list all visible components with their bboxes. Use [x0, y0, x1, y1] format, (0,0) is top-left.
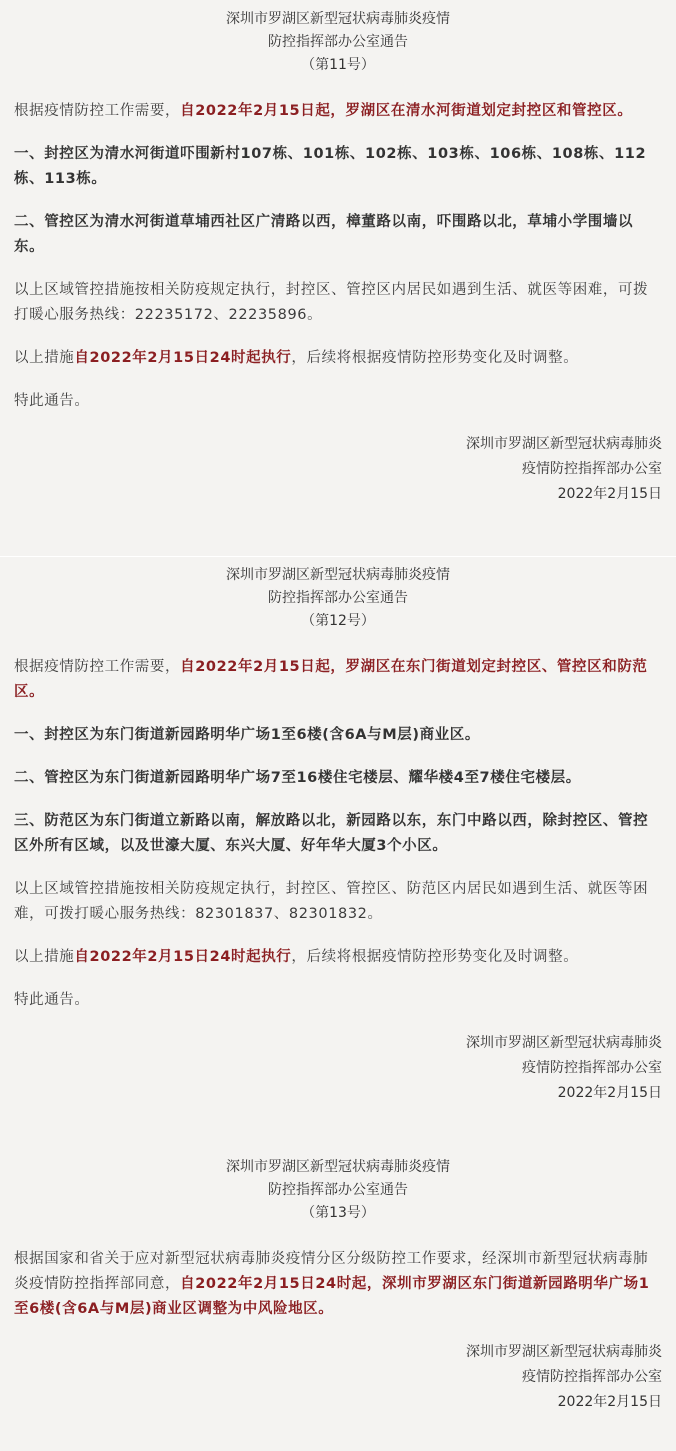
measure-highlight: 自2022年2月15日24时起执行: [74, 350, 292, 366]
intro-paragraph: [14, 655, 662, 705]
signature-line-2: 疫情防控指挥部办公室: [522, 1369, 662, 1385]
intro-highlight: 自2022年2月15日起，罗湖区在清水河街道划定封控区和管控区。: [180, 103, 633, 119]
header-line-2: 防控指挥部办公室通告: [268, 34, 408, 50]
header-line-1: 深圳市罗湖区新型冠状病毒肺炎疫情: [226, 1159, 450, 1175]
signature-date: 2022年2月15日: [557, 1085, 662, 1101]
header-line-2: 防控指挥部办公室通告: [268, 590, 408, 606]
notice-header: [0, 556, 676, 633]
notice-number: （第13号）: [301, 1205, 375, 1221]
intro-plain: 根据疫情防控工作需要，: [14, 659, 181, 675]
measure-pre: 以上措施: [14, 350, 75, 366]
header-line-1: 深圳市罗湖区新型冠状病毒肺炎疫情: [226, 11, 450, 27]
controlled-area-item: 二、管控区为清水河街道草埔西社区广清路以西，樟董路以南，吓围路以北，草埔小学围墙以东。: [14, 214, 634, 255]
signature-date: 2022年2月15日: [557, 1394, 662, 1410]
measure-post: ，后续将根据疫情防控形势变化及时调整。: [291, 949, 579, 965]
notice-13: [0, 1148, 676, 1451]
header-line-1: 深圳市罗湖区新型冠状病毒肺炎疫情: [226, 567, 450, 583]
notice-number: （第12号）: [301, 613, 375, 629]
sealed-area-item: 一、封控区为清水河街道吓围新村107栋、101栋、102栋、103栋、106栋、108栋、112栋、113栋。: [14, 146, 647, 187]
measure-post: ，后续将根据疫情防控形势变化及时调整。: [291, 350, 579, 366]
risk-adjustment-paragraph: [14, 1247, 662, 1322]
notice-number: （第11号）: [301, 57, 375, 73]
signature-line-1: 深圳市罗湖区新型冠状病毒肺炎: [466, 436, 662, 452]
notice-header: [0, 1148, 676, 1225]
controlled-area-item: 二、管控区为东门街道新园路明华广场7至16楼住宅楼层、耀华楼4至7楼住宅楼层。: [14, 770, 581, 786]
measure-pre: 以上措施: [14, 949, 75, 965]
prevention-area-item: 三、防范区为东门街道立新路以南，解放路以北，新园路以东，东门中路以西，除封控区、管控区外所有区域，以及世濠大厦、东兴大厦、好年华大厦3个小区。: [14, 813, 649, 854]
measure-paragraph: [14, 945, 662, 970]
hotline-paragraph: 以上区域管控措施按相关防疫规定执行，封控区、管控区、防范区内居民如遇到生活、就医等困难，可拨打暖心服务热线：82301837、82301832。: [14, 881, 649, 922]
notice-header: [0, 0, 676, 77]
notice-11: [0, 0, 676, 556]
signature-block: [0, 432, 662, 507]
signature-date: 2022年2月15日: [557, 486, 662, 502]
intro-highlight: 自2022年2月15日起，罗湖区在东门街道划定封控区、管控区和防范区。: [14, 659, 648, 700]
measure-paragraph: [14, 346, 662, 371]
hotline-paragraph: 以上区域管控措施按相关防疫规定执行，封控区、管控区内居民如遇到生活、就医等困难，可拨打暖心服务热线：22235172、22235896。: [14, 282, 649, 323]
body-highlight: 自2022年2月15日24时起，深圳市罗湖区东门街道新园路明华广场1至6楼(含6A与M层)商业区调整为中风险地区。: [14, 1276, 650, 1317]
intro-paragraph: [14, 99, 662, 124]
closing-text: 特此通告。: [14, 393, 90, 409]
measure-highlight: 自2022年2月15日24时起执行: [74, 949, 292, 965]
sealed-area-item: 一、封控区为东门街道新园路明华广场1至6楼(含6A与M层)商业区。: [14, 727, 480, 743]
signature-block: [0, 1340, 662, 1415]
signature-line-2: 疫情防控指挥部办公室: [522, 1060, 662, 1076]
signature-block: [0, 1031, 662, 1106]
notice-12: [0, 556, 676, 1148]
body-plain: 根据国家和省关于应对新型冠状病毒肺炎疫情分区分级防控工作要求，经深圳市新型冠状病毒肺炎疫情防控指挥部同意，: [14, 1251, 649, 1292]
intro-plain: 根据疫情防控工作需要，: [14, 103, 181, 119]
signature-line-2: 疫情防控指挥部办公室: [522, 461, 662, 477]
signature-line-1: 深圳市罗湖区新型冠状病毒肺炎: [466, 1344, 662, 1360]
closing-text: 特此通告。: [14, 992, 90, 1008]
signature-line-1: 深圳市罗湖区新型冠状病毒肺炎: [466, 1035, 662, 1051]
header-line-2: 防控指挥部办公室通告: [268, 1182, 408, 1198]
